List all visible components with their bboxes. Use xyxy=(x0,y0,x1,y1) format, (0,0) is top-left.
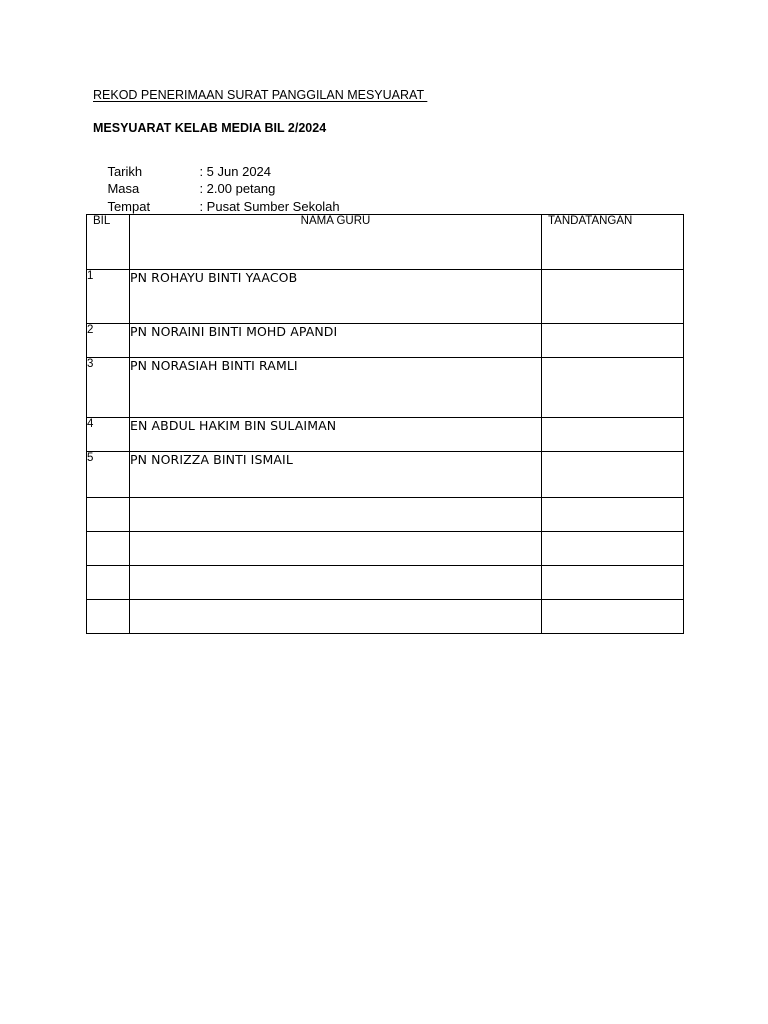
table-row xyxy=(87,358,684,418)
signature-cell[interactable] xyxy=(542,532,684,566)
table-row xyxy=(87,498,684,532)
meta-value-time: : 2.00 petang xyxy=(199,181,276,196)
signature-cell[interactable] xyxy=(542,418,684,452)
teacher-name xyxy=(130,600,542,634)
table-row xyxy=(87,566,684,600)
table-row xyxy=(87,452,684,498)
table-row xyxy=(87,600,684,634)
row-number: 5 xyxy=(87,452,130,498)
meta-row-date xyxy=(93,145,272,179)
table-row xyxy=(87,418,684,452)
row-number: 4 xyxy=(87,418,130,452)
row-number: 3 xyxy=(87,358,130,418)
teacher-name xyxy=(130,566,542,600)
row-number: 2 xyxy=(87,324,130,358)
table-row xyxy=(87,270,684,324)
meta-label-place: Tempat xyxy=(107,199,151,214)
signature-cell[interactable] xyxy=(542,452,684,498)
teacher-name: EN ABDUL HAKIM BIN SULAIMAN xyxy=(130,418,542,452)
teacher-name: PN ROHAYU BINTI YAACOB xyxy=(130,270,542,324)
row-number xyxy=(87,532,130,566)
meta-row-time xyxy=(93,162,276,196)
meta-value-place: : Pusat Sumber Sekolah xyxy=(199,199,340,214)
teacher-name xyxy=(130,532,542,566)
table-row xyxy=(87,532,684,566)
header-nama-guru: NAMA GURU xyxy=(130,215,542,270)
attendance-table xyxy=(86,214,684,634)
row-number xyxy=(87,600,130,634)
signature-cell[interactable] xyxy=(542,270,684,324)
document-title: REKOD PENERIMAAN SURAT PANGGILAN MESYUARAT xyxy=(93,88,428,102)
row-number xyxy=(87,566,130,600)
signature-cell[interactable] xyxy=(542,600,684,634)
table-row xyxy=(87,324,684,358)
meta-label-date: Tarikh xyxy=(107,164,143,179)
signature-cell[interactable] xyxy=(542,358,684,418)
teacher-name xyxy=(130,498,542,532)
teacher-name: PN NORAINI BINTI MOHD APANDI xyxy=(130,324,542,358)
teacher-name: PN NORIZZA BINTI ISMAIL xyxy=(130,452,542,498)
signature-cell[interactable] xyxy=(542,324,684,358)
header-tandatangan: TANDATANGAN xyxy=(542,215,684,270)
signature-cell[interactable] xyxy=(542,498,684,532)
teacher-name: PN NORASIAH BINTI RAMLI xyxy=(130,358,542,418)
signature-cell[interactable] xyxy=(542,566,684,600)
meta-row-place xyxy=(93,180,340,214)
meeting-title: MESYUARAT KELAB MEDIA BIL 2/2024 xyxy=(93,121,327,135)
row-number: 1 xyxy=(87,270,130,324)
meta-label-time: Masa xyxy=(107,181,140,196)
meta-value-date: : 5 Jun 2024 xyxy=(199,164,272,179)
row-number xyxy=(87,498,130,532)
table-header-row xyxy=(87,215,684,270)
header-bil: BIL xyxy=(87,215,130,270)
